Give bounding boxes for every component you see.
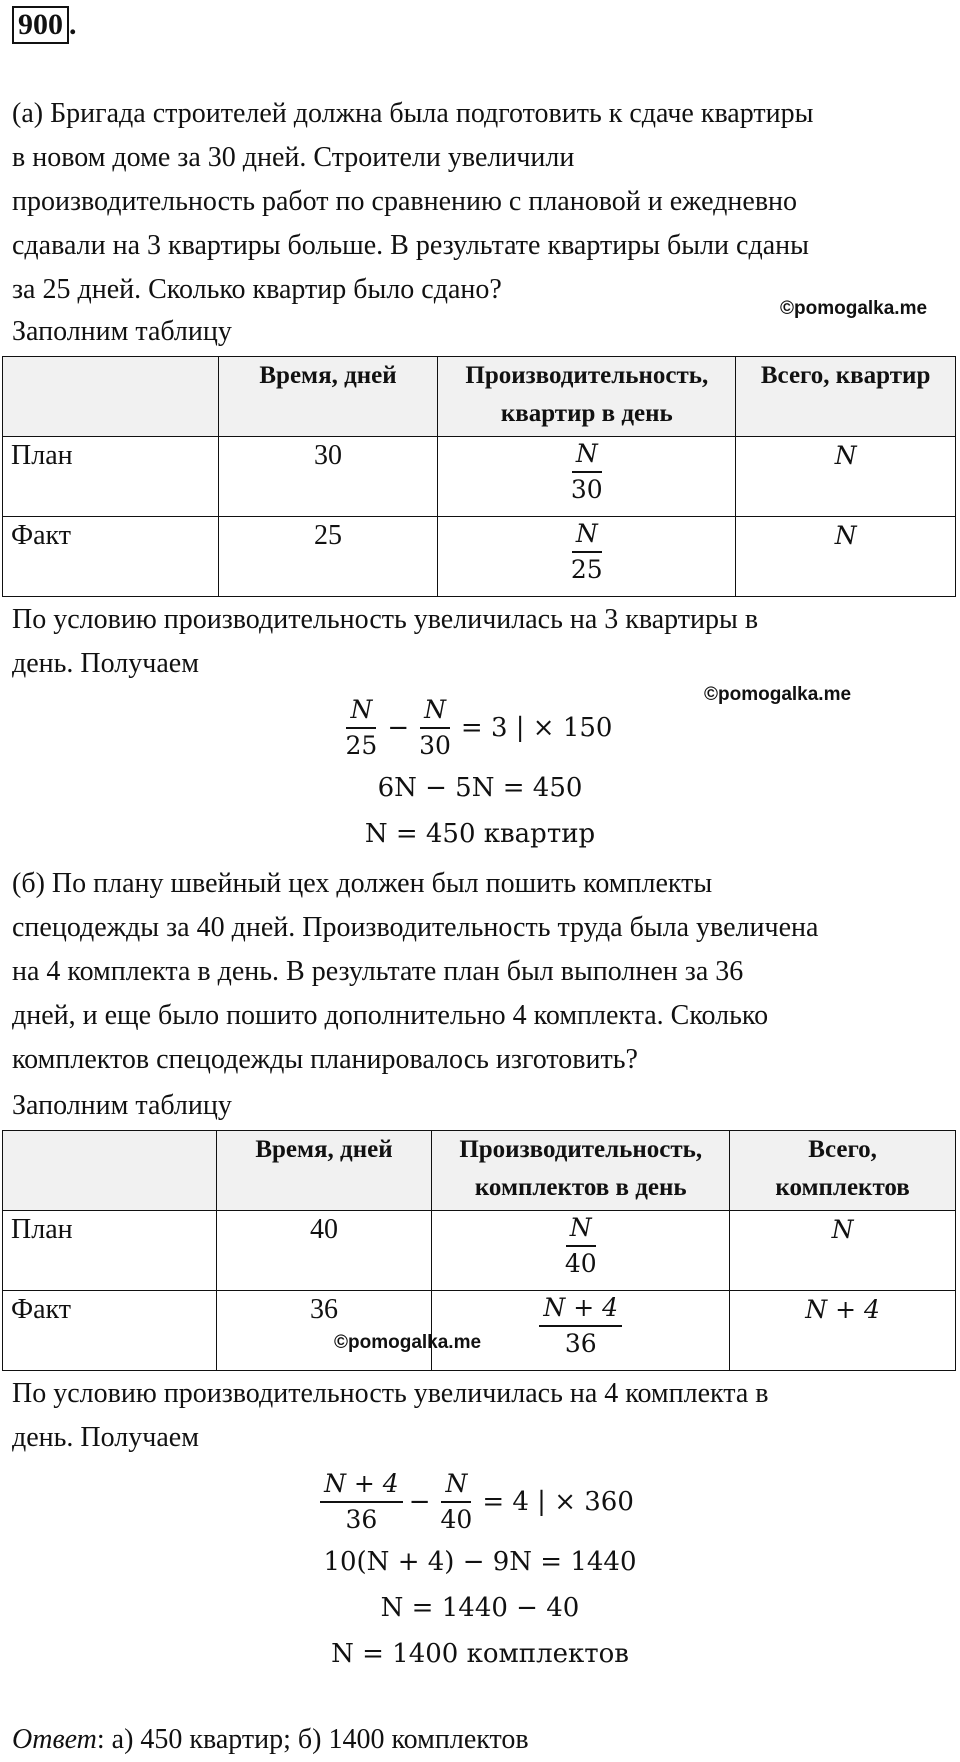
part-a-line-4: сдавали на 3 квартиры больше. В результате квартиры были сданы: [12, 230, 809, 261]
table-b-fact-label: Факт: [3, 1291, 217, 1371]
fraction: $\frac{N}{25}$: [345, 695, 378, 760]
table-b-plan-total: N: [730, 1211, 956, 1291]
table-a-fact-label: Факт: [3, 517, 219, 597]
fraction: $\frac{N}{30}$: [419, 695, 451, 760]
table-a-header-row: [3, 357, 956, 437]
table-b-plan-label: План: [3, 1211, 217, 1291]
table-b-header-time: Время, дней: [216, 1131, 432, 1211]
table-b-header-productivity: Производительность, комплектов в день: [432, 1131, 730, 1211]
part-b-line-4: дней, и еще было пошито дополнительно 4 комплекта. Сколько: [12, 1000, 769, 1031]
table-a-header-productivity: Производительность, квартир в день: [438, 357, 736, 437]
part-b-condition-1: По условию производительность увеличилась на 4 комплекта в: [12, 1378, 769, 1409]
table-a-header-time: Время, дней: [218, 357, 438, 437]
problem-number: [12, 6, 77, 44]
part-b-equation-4: N = 1400 комплектов: [331, 1639, 629, 1669]
watermark: ©pomogalka.me: [704, 684, 852, 705]
part-a-line-1: (а) Бригада строителей должна была подготовить к сдаче квартиры: [12, 98, 814, 129]
part-a-equation-1: $\frac{N}{25}$ − $\frac{N}{30}$ = 3 | × 150: [0, 688, 960, 768]
table-a-plan-productivity: [438, 437, 736, 517]
table-b-fact-productivity: [432, 1291, 730, 1371]
problem-number-box: 900: [12, 6, 69, 44]
table-b-plan-productivity: [432, 1211, 730, 1291]
table-a: [2, 356, 956, 597]
part-a-line-2: в новом доме за 30 дней. Строители увеличили: [12, 142, 575, 173]
table-b-header-row: [3, 1131, 956, 1211]
table-a-fact-productivity: [438, 517, 736, 597]
part-b-line-2: спецодежды за 40 дней. Производительность труда была увеличена: [12, 912, 819, 943]
part-b-condition-2: день. Получаем: [12, 1422, 199, 1453]
part-b-fill-table: Заполним таблицу: [12, 1090, 232, 1121]
problem-number-dot: .: [69, 8, 77, 41]
table-a-fact-total: N: [736, 517, 956, 597]
table-a-plan-time: 30: [218, 437, 438, 517]
part-a-condition-1: По условию производительность увеличилась на 3 квартиры в: [12, 604, 759, 635]
part-b-line-3: на 4 комплекта в день. В результате план был выполнен за 36: [12, 956, 744, 987]
table-a-header-total: Всего, квартир: [736, 357, 956, 437]
table-b-plan-time: 40: [216, 1211, 432, 1291]
table-a-plan-total: N: [736, 437, 956, 517]
part-b-line-1: (б) По плану швейный цех должен был пошить комплекты: [12, 868, 713, 899]
fraction: $\frac{N}{40}$: [440, 1469, 473, 1534]
table-row: [3, 1211, 956, 1291]
fraction: $\frac{N}{30}$: [570, 439, 603, 504]
part-a-line-3: производительность работ по сравнению с плановой и ежедневно: [12, 186, 798, 217]
answer-text: : а) 450 квартир; б) 1400 комплектов: [96, 1724, 529, 1755]
table-b-fact-total: N + 4: [730, 1291, 956, 1371]
table-b-header-total: Всего, комплектов: [730, 1131, 956, 1211]
part-b-line-5: комплектов спецодежды планировалось изготовить?: [12, 1044, 638, 1075]
answer: [12, 1722, 529, 1758]
table-a-plan-label: План: [3, 437, 219, 517]
table-a-fact-time: 25: [218, 517, 438, 597]
part-a-line-5: за 25 дней. Сколько квартир было сдано?: [12, 274, 502, 305]
table-b-header-empty: [3, 1131, 217, 1211]
watermark: ©pomogalka.me: [780, 298, 928, 319]
part-b-equation-3: N = 1440 − 40: [380, 1593, 580, 1623]
fraction: $\frac{N}{25}$: [570, 519, 603, 584]
watermark: ©pomogalka.me: [334, 1332, 482, 1353]
part-b-equation-1: $\frac{N + 4}{36}$ − $\frac{N}{40}$ = 4 | × 360: [0, 1462, 960, 1542]
fraction: $\frac{N + 4}{36}$: [320, 1467, 403, 1537]
table-row: [3, 437, 956, 517]
part-a-equation-2: 6N − 5N = 450: [377, 773, 583, 803]
part-a-fill-table: Заполним таблицу: [12, 316, 232, 347]
part-b-equation-2: 10(N + 4) − 9N = 1440: [323, 1547, 637, 1577]
table-row: [3, 517, 956, 597]
table-b-fact-time: 36: [216, 1291, 432, 1371]
fraction: $\frac{N}{40}$: [564, 1213, 597, 1278]
answer-label: Ответ: [12, 1724, 97, 1755]
part-a-equation-3: N = 450 квартир: [364, 819, 596, 849]
table-a-header-empty: [3, 357, 219, 437]
fraction: $\frac{N + 4}{36}$: [539, 1291, 622, 1361]
table-row: [3, 1291, 956, 1371]
part-a-condition-2: день. Получаем: [12, 648, 199, 679]
